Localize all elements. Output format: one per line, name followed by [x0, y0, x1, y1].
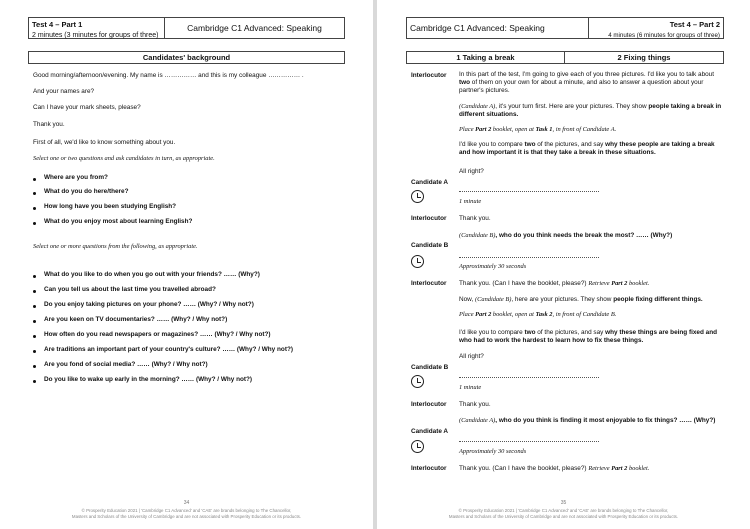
dotted-line	[459, 441, 599, 442]
marksheets-question: Can I have your mark sheets, please?	[33, 104, 141, 111]
task-2-title: 2 Fixing things	[565, 51, 724, 64]
timing: Approximately 30 seconds	[459, 263, 527, 270]
bullet	[33, 305, 36, 308]
duration: 2 minutes (3 minutes for groups of three)	[32, 32, 159, 39]
bullet	[33, 335, 36, 338]
question-item: How often do you read newspapers or magazines? …… (Why? / Why not?)	[44, 331, 271, 338]
role-label: Candidate B	[411, 364, 449, 371]
thanks-text: Thank you.	[33, 121, 65, 128]
role-label: Candidate A	[411, 428, 449, 435]
role-label: Candidate B	[411, 242, 449, 249]
header-part-cell	[29, 18, 165, 38]
thank-you-text: Thank you.	[459, 401, 491, 408]
dotted-line	[459, 257, 599, 258]
all-right-text: All right?	[459, 168, 484, 175]
instruction-2: Select one or more questions from the following, as appropriate.	[33, 243, 198, 250]
footer-line-2: Masters and Scholars of the University of Cambridge and are not associated with Prosperity Education or its products.	[448, 514, 679, 519]
question-item: What do you enjoy most about learning English?	[44, 218, 193, 225]
header-box	[28, 17, 345, 39]
timing: Approximately 30 seconds	[459, 448, 527, 455]
role-label: Interlocutor	[411, 465, 447, 472]
now-text: Now, (Candidate B), here are your pictures. They show people fixing different things.	[459, 296, 703, 303]
question-item: How long have you been studying English?	[44, 203, 177, 210]
bullet	[33, 290, 36, 293]
question-a-text: (Candidate A), who do you think is finding it most enjoyable to fix things? …… (Why?)	[459, 417, 716, 424]
question-item: What do you do here/there?	[44, 188, 129, 195]
test-part: Test 4 – Part 1	[32, 20, 83, 29]
first-text: First of all, we'd like to know something about you.	[33, 139, 176, 146]
thank-you-text: Thank you.	[459, 215, 491, 222]
question-b-text: (Candidate B), who do you think needs the break the most? …… (Why?)	[459, 232, 673, 239]
question-item: Do you enjoy taking pictures on your phone? …… (Why? / Why not?)	[44, 301, 254, 308]
bullet	[33, 320, 36, 323]
clock-icon	[411, 190, 424, 203]
exam-title: Cambridge C1 Advanced: Speaking	[187, 22, 322, 33]
duration: 4 minutes (6 minutes for groups of three)	[608, 32, 720, 39]
booklet-text: Thank you. (Can I have the booklet, please?) Retrieve Part 2 booklet.	[459, 280, 650, 287]
compare-1-text: I'd like you to compare two of the pictures, and say why these people are taking a break and how important it is that they take a break in these situations.	[459, 141, 715, 156]
role-label: Interlocutor	[411, 401, 447, 408]
task-1-title: 1 Taking a break	[406, 51, 565, 64]
bullet	[33, 222, 36, 225]
page-left	[0, 0, 373, 529]
compare-2-text: I'd like you to compare two of the pictures, and say why these things are being fixed and who had to work the hardest to learn how to fix these things.	[459, 329, 718, 344]
role-label: Candidate A	[411, 179, 449, 186]
footer-line-1: © Prosperity Education 2021 | 'Cambridge C1 Advanced' and 'CAE' are brands belonging to The Chancellor,	[458, 508, 669, 513]
bullet	[33, 365, 36, 368]
question-item: Do you like to wake up early in the morning? …… (Why? / Why not?)	[44, 376, 253, 383]
stage-direction: Place Part 2 booklet, open at Task 2, in front of Candidate B.	[459, 311, 617, 318]
timing: 1 minute	[459, 384, 482, 391]
bullet	[33, 380, 36, 383]
role-label: Interlocutor	[411, 280, 447, 287]
header-box	[406, 17, 724, 39]
page-number: 34	[183, 500, 190, 506]
page-number: 35	[560, 500, 567, 506]
instruction-1: Select one or two questions and ask candidates in turn, as appropriate.	[33, 155, 215, 162]
header-part-cell	[589, 18, 723, 38]
greeting: Good morning/afternoon/evening. My name is …………… and this is my colleague …………… .	[33, 72, 304, 79]
intro-text: In this part of the test, I'm going to give each of you three pictures. I'd like you to talk about two of them on your own for about a minute, and also to answer a question about your partner's pictures.	[459, 71, 715, 94]
bullet	[33, 192, 36, 195]
test-part: Test 4 – Part 2	[669, 20, 720, 29]
dotted-line	[459, 377, 599, 378]
turn-1-text: (Candidate A), it's your turn first. Here are your pictures. They show people taking a break in different situations.	[459, 103, 722, 118]
names-question: And your names are?	[33, 88, 95, 95]
bullet	[33, 178, 36, 181]
section-title: Candidates' background	[28, 51, 345, 64]
role-label: Interlocutor	[411, 215, 447, 222]
bullet	[33, 350, 36, 353]
question-item: Can you tell us about the last time you travelled abroad?	[44, 286, 216, 293]
bullet	[33, 275, 36, 278]
question-item: Are traditions an important part of your country's culture? …… (Why? / Why not?)	[44, 346, 293, 353]
exam-title: Cambridge C1 Advanced: Speaking	[407, 18, 589, 38]
question-item: Where are you from?	[44, 174, 108, 181]
question-item: What do you like to do when you go out with your friends? …… (Why?)	[44, 271, 260, 278]
footer-line-2: Masters and Scholars of the University of Cambridge and are not associated with Prosperity Education or its products.	[71, 514, 302, 519]
dotted-line	[459, 191, 599, 192]
all-right-text: All right?	[459, 353, 484, 360]
stage-direction: Place Part 2 booklet, open at Task 1, in front of Candidate A.	[459, 126, 617, 133]
booklet-text: Thank you. (Can I have the booklet, please?) Retrieve Part 2 booklet.	[459, 465, 650, 472]
clock-icon	[411, 375, 424, 388]
role-label: Interlocutor	[411, 72, 447, 79]
bullet	[33, 207, 36, 210]
clock-icon	[411, 440, 424, 453]
question-item: Are you keen on TV documentaries? …… (Why? / Why not?)	[44, 316, 228, 323]
clock-icon	[411, 255, 424, 268]
question-item: Are you fond of social media? …… (Why? / Why not?)	[44, 361, 208, 368]
timing: 1 minute	[459, 198, 482, 205]
footer-line-1: © Prosperity Education 2021 | 'Cambridge C1 Advanced' and 'CAE' are brands belonging to The Chancellor,	[81, 508, 292, 513]
